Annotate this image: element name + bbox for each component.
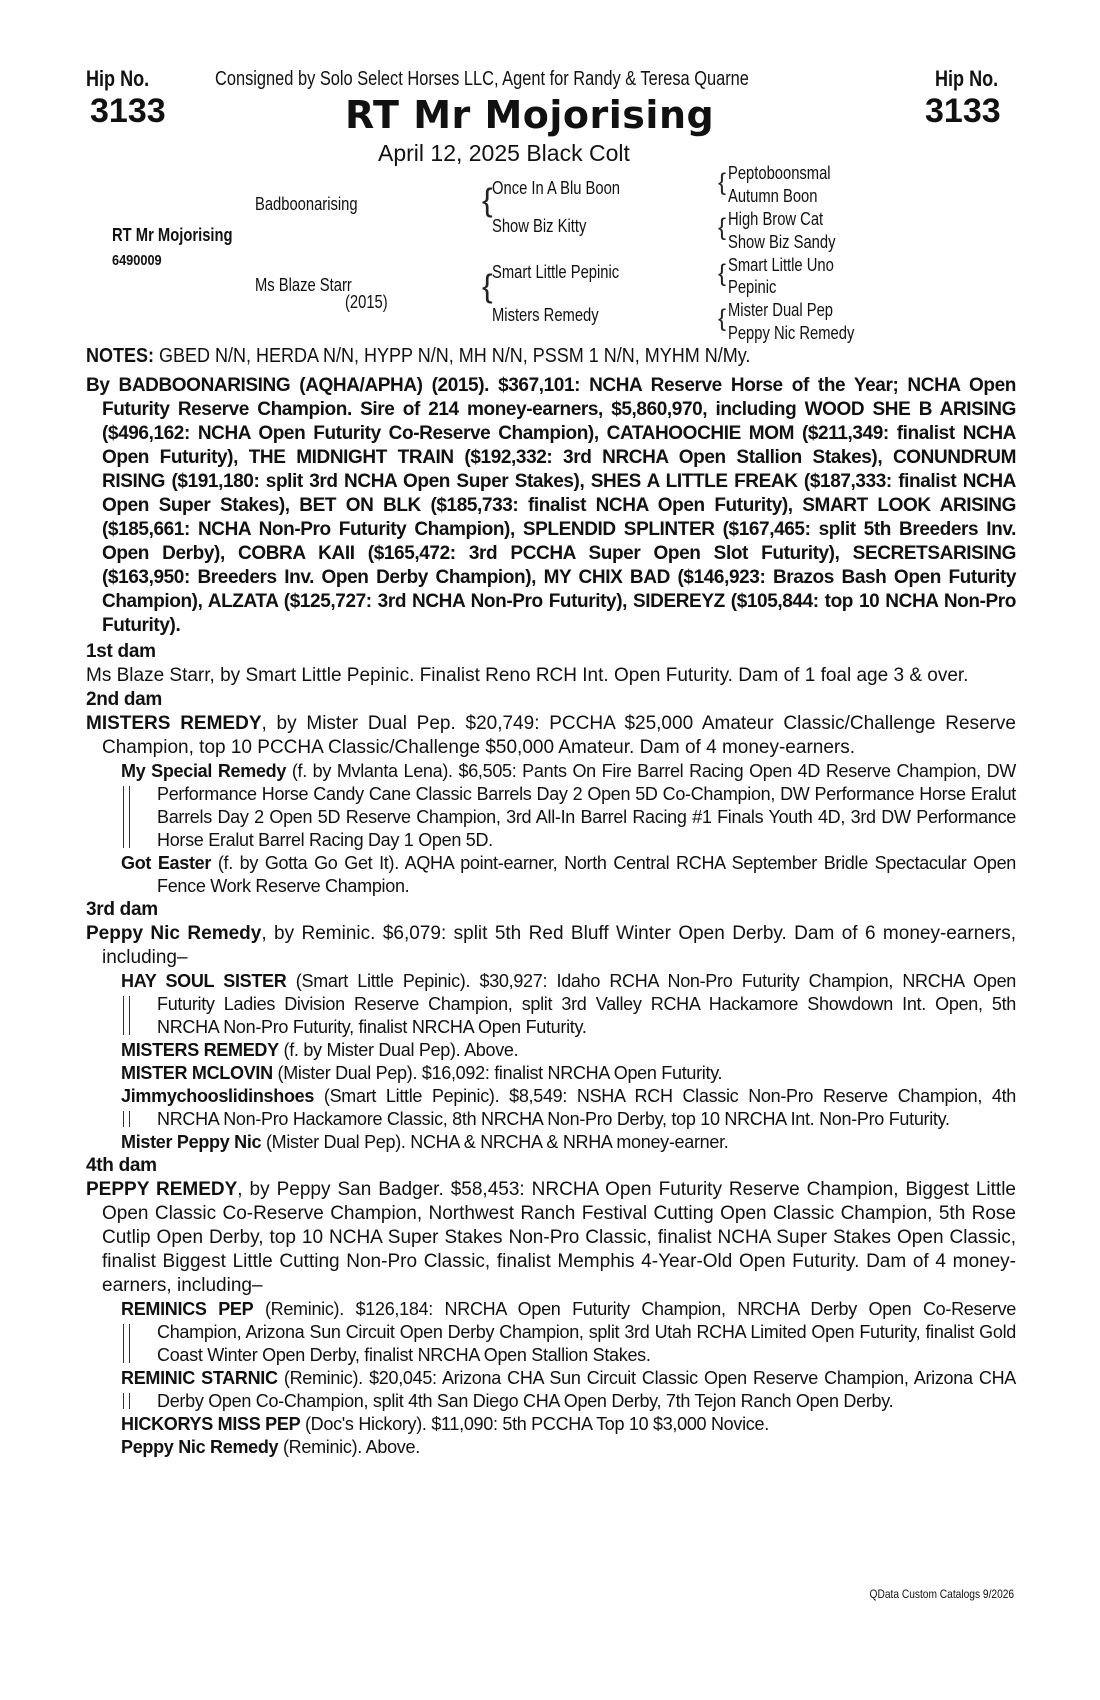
list-item <box>121 1298 1016 1367</box>
registration-number: 6490009 <box>112 252 162 269</box>
third-dam-paragraph <box>86 922 1016 970</box>
produce-name: MISTERS REMEDY <box>121 1040 279 1060</box>
list-item <box>121 760 1016 852</box>
produce-name: REMINICS PEP <box>121 1299 254 1319</box>
brace-sd: { <box>718 214 727 241</box>
produce-text: (f. by Gotta Go Get It). AQHA point-earner, North Central RCHA September Bridle Spectacular Open Fence Work Reserve Champion. <box>157 853 1017 896</box>
pedigree-sire-sire: Once In A Blu Boon <box>492 178 621 198</box>
pedigree-sd-dam: Show Biz Sandy <box>728 232 836 252</box>
first-dam-text: Ms Blaze Starr, by Smart Little Pepinic. Finalist Reno RCH Int. Open Futurity. Dam of 1 foal age 3 & over. <box>86 665 969 686</box>
third-dam-heading: 3rd dam <box>86 899 158 920</box>
produce-text: (Reminic). Above. <box>278 1437 420 1457</box>
first-dam-heading: 1st dam <box>86 641 156 662</box>
second-dam-paragraph <box>86 712 1016 760</box>
produce-name: MISTER MCLOVIN <box>121 1063 273 1083</box>
hip-label-right: Hip No. <box>935 66 999 91</box>
produce-name: HAY SOUL SISTER <box>121 971 287 991</box>
list-item <box>121 970 1016 1039</box>
pedigree-subject: RT Mr Mojorising <box>112 225 233 245</box>
produce-name: My Special Remedy <box>121 761 287 781</box>
brace-ds: { <box>718 260 727 287</box>
list-item <box>121 1436 1016 1459</box>
list-item <box>121 852 1016 898</box>
sire-info: By BADBOONARISING (AQHA/APHA) (2015). $367,101: NCHA Reserve Horse of the Year; NCHA Open Futurity Reserve Champion. Sire of 214 money-earners, $5,860,970, including WOOD SHE B ARISING ($496,162: NCHA Open Futurity Co-Reserve Champion), CATAHOOCHIE MOM ($211,349: finalist NCHA Open Futurity), THE MIDNIGHT TRAIN ($192,332: 3rd NRCHA Open Stallion Stakes), CONUNDRUM RISING ($191,180: split 3rd NCHA Open Super Stakes), SHES A LITTLE FREAK ($187,333: finalist NCHA Open Super Stakes), BET ON BLK ($185,733: finalist NCHA Open Futurity), SMART LOOK ARISING ($185,661: NCHA Non-Pro Futurity Champion), SPLENDID SPLINTER ($167,465: split 5th Breeders Inv. Open Derby), COBRA KAII ($165,472: 3rd PCCHA Super Open Slot Futurity), SECRETSARISING ($163,950: Breeders Inv. Open Derby Champion), MY CHIX BAD ($146,923: Brazos Bash Open Futurity Champion), ALZATA ($125,727: 3rd NCHA Non-Pro Futurity), SIDEREYZ ($105,844: top 10 NCHA Non-Pro Futurity). <box>86 375 1016 636</box>
produce-name: Jimmychooslidinshoes <box>121 1086 315 1106</box>
pedigree-sire-dam: Show Biz Kitty <box>492 216 587 236</box>
pedigree-ds-dam: Pepinic <box>728 277 777 297</box>
pedigree-sd-sire: High Brow Cat <box>728 209 824 229</box>
produce-name: Mister Peppy Nic <box>121 1132 262 1152</box>
produce-name: REMINIC STARNIC <box>121 1368 278 1388</box>
list-item <box>121 1367 1016 1413</box>
produce-text: (Smart Little Pepinic). $8,549: NSHA RCH Classic Non-Pro Reserve Champion, 4th NRCHA Non-Pro Hackamore Classic, 8th NRCHA Non-Pro Derby, top 10 NRCHA Int. Non-Pro Futurity. <box>157 1086 1016 1129</box>
notes-label: NOTES: <box>86 345 155 367</box>
horse-name-title: RT Mr Mojorising <box>345 93 715 137</box>
produce-name: Peppy Nic Remedy <box>121 1437 279 1457</box>
notes-text: GBED N/N, HERDA N/N, HYPP N/N, MH N/N, PSSM 1 N/N, MYHM N/My. <box>159 345 751 367</box>
list-item <box>121 1062 1016 1085</box>
list-item <box>121 1413 1016 1436</box>
catalog-body <box>86 345 1016 1459</box>
produce-text: (f. by Mvlanta Lena). $6,505: Pants On Fire Barrel Racing Open 4D Reserve Champion, DW Performance Horse Candy Cane Classic Barrels Day 2 Open 5D Co-Champion, DW Performance Horse Eralut Barrels Day 2 Open 5D Reserve Champion, 3rd All-In Barrel Racing #1 Finals Youth 4D, 3rd DW Performance Horse Eralut Barrel Racing Day 1 Open 5D. <box>157 761 1016 850</box>
list-item <box>121 1039 1016 1062</box>
hip-number-left: 3133 <box>90 92 166 130</box>
pedigree-dam-dam: Misters Remedy <box>492 305 599 325</box>
fourth-dam-name: PEPPY REMEDY <box>86 1179 238 1200</box>
hip-number-right: 3133 <box>925 92 1001 130</box>
hip-label-left: Hip No. <box>86 66 150 91</box>
pedigree-sire: Badboonarising <box>255 194 358 214</box>
fourth-dam-text: , by Peppy San Badger. $58,453: NRCHA Open Futurity Reserve Champion, Biggest Little Open Classic Co-Reserve Champion, Northwest Ranch Festival Cutting Open Classic Champion, 5th Rose Cutlip Open Derby, top 10 NCHA Super Stakes Non-Pro Classic, finalist NCHA Super Stakes Open Classic, finalist Biggest Little Cutting Non-Pro Classic, finalist Memphis 4-Year-Old Open Futurity. Dam of 4 money-earners, including– <box>102 1179 1016 1296</box>
produce-text: (Mister Dual Pep). NCHA & NRCHA & NRHA money-earner. <box>261 1132 729 1152</box>
brace-dd: { <box>718 305 727 332</box>
produce-text: (Reminic). $126,184: NRCHA Open Futurity Champion, NRCHA Derby Open Co-Reserve Champion, Arizona Sun Circuit Open Derby Champion, split 3rd Utah RCHA Limited Open Futurity, finalist Gold Coast Winter Open Derby, finalist NRCHA Open Stallion Stakes. <box>157 1299 1016 1365</box>
pedigree-dam: Ms Blaze Starr <box>255 275 352 295</box>
pedigree-ss-dam: Autumn Boon <box>728 186 818 206</box>
list-item <box>121 1085 1016 1131</box>
notes-line <box>86 345 923 368</box>
list-item <box>121 1131 1016 1154</box>
pedigree-ds-sire: Smart Little Uno <box>728 255 834 275</box>
produce-text: (f. by Mister Dual Pep). Above. <box>278 1040 519 1060</box>
pedigree-dam-year: (2015) <box>345 292 388 312</box>
brace-ss: { <box>718 169 727 196</box>
produce-text: (Doc's Hickory). $11,090: 5th PCCHA Top 10 $3,000 Novice. <box>300 1414 769 1434</box>
produce-text: (Reminic). $20,045: Arizona CHA Sun Circuit Classic Open Reserve Champion, Arizona CHA Derby Open Co-Champion, split 4th San Diego CHA Open Derby, 7th Tejon Ranch Open Derby. <box>157 1368 1016 1411</box>
third-dam-name: Peppy Nic Remedy <box>86 923 262 944</box>
footer-credit: QData Custom Catalogs 9/2026 <box>869 1587 1014 1601</box>
brace-sire: { <box>482 182 493 218</box>
consignor-line: Consigned by Solo Select Horses LLC, Agent for Randy & Teresa Quarne <box>215 68 749 90</box>
foal-date-line: April 12, 2025 Black Colt <box>378 140 630 166</box>
second-dam-text: , by Mister Dual Pep. $20,749: PCCHA $25,000 Amateur Classic/Challenge Reserve Champion, top 10 PCCHA Classic/Challenge $50,000 Amateur. Dam of 4 money-earners. <box>102 713 1016 758</box>
produce-name: Got Easter <box>121 853 212 873</box>
second-dam-name: MISTERS REMEDY <box>86 713 262 734</box>
fourth-dam-heading: 4th dam <box>86 1155 157 1176</box>
pedigree-dd-sire: Mister Dual Pep <box>728 300 834 320</box>
second-dam-heading: 2nd dam <box>86 689 163 710</box>
fourth-dam-paragraph <box>86 1178 1016 1298</box>
produce-name: HICKORYS MISS PEP <box>121 1414 301 1434</box>
brace-dam: { <box>482 268 493 304</box>
produce-text: (Smart Little Pepinic). $30,927: Idaho RCHA Non-Pro Futurity Champion, NRCHA Open Futurity Ladies Division Reserve Champion, split 3rd Valley RCHA Hackamore Showdown Int. Open, 5th NRCHA Non-Pro Futurity, finalist NRCHA Open Futurity. <box>157 971 1017 1037</box>
pedigree-dam-sire: Smart Little Pepinic <box>492 262 620 282</box>
pedigree-dd-dam: Peppy Nic Remedy <box>728 323 855 343</box>
produce-text: (Mister Dual Pep). $16,092: finalist NRCHA Open Futurity. <box>272 1063 723 1083</box>
pedigree-ss-sire: Peptoboonsmal <box>728 163 831 183</box>
third-dam-text: , by Reminic. $6,079: split 5th Red Bluff Winter Open Derby. Dam of 6 money-earners, including– <box>102 923 1016 968</box>
